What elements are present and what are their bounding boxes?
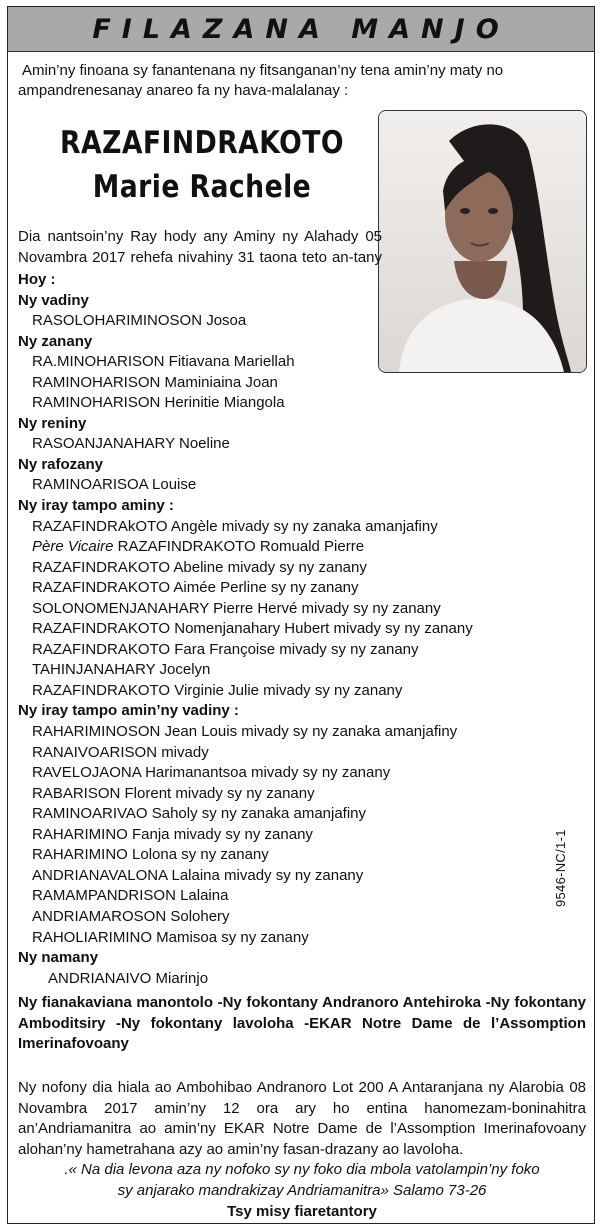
relative-name: RAZAFINDRAKOTO Abeline mivady sy ny zanany bbox=[32, 558, 367, 576]
death-notice-text: Dia nantsoin’ny Ray hody any Aminy ny Alahady 05 Novambra 2017 rehefa nivahiny 31 taona teto an-tany bbox=[18, 228, 382, 266]
notice-title: FILAZANA MANJO bbox=[92, 13, 510, 45]
burial-text: Ny nofony dia hiala ao Ambohibao Andranoro Lot 200 A Antaranjana ny Alarobia 08 Novambra 2017 amin’ny 12 ora ary ho entina hanomezam-boninahitra an’Andriamanitra ao amin’ny EKAR Notre Dame de l’Assomption Imerinafovoany alohan’ny hametrahana azy ao amin’ny fasan-drazany ao lavoloha. bbox=[18, 1079, 586, 1158]
obituary-notice bbox=[7, 6, 595, 1224]
deceased-surname: RAZAFINDRAKOTO bbox=[60, 125, 344, 161]
verse-line-1: .« Na dia levona aza ny nofoko sy ny foko dia mbola vatolampin’ny foko bbox=[64, 1161, 540, 1178]
relative-name: RAZAFINDRAKOTO Romuald Pierre bbox=[113, 538, 365, 556]
relative-name: RAZAFINDRAKOTO Virginie Julie mivady sy ny zanany bbox=[32, 681, 403, 699]
list-item: RAMAMPANDRISON Lalaina bbox=[32, 887, 229, 905]
children-label: Ny zanany bbox=[18, 332, 93, 350]
list-item bbox=[18, 681, 578, 702]
list-item: RAMINOHARISON Maminiaina Joan bbox=[32, 373, 278, 391]
bible-verse bbox=[18, 1160, 586, 1201]
death-announcement bbox=[18, 227, 382, 268]
closing-text: Tsy misy fiaretantory bbox=[227, 1203, 377, 1220]
list-item: RANAIVOARISON mivady bbox=[32, 743, 209, 761]
list-item: RAMINOHARISON Herinitie Miangola bbox=[32, 394, 285, 412]
relatives-label: Ny iray tampo aminy : bbox=[18, 497, 174, 515]
list-item bbox=[18, 537, 578, 558]
associations-text: Ny fianakaviana manontolo -Ny fokontany Andranoro Antehiroka -Ny fokontany Amboditsiry -Ny fokontany lavoloha -EKAR Notre Dame de l’Assomption Imerinafovoany bbox=[18, 994, 586, 1052]
list-item: RAHARIMINOSON Jean Louis mivady sy ny zanaka amanjafiny bbox=[32, 723, 458, 741]
relative-name: SOLONOMENJANAHARY Pierre Hervé mivady sy ny zanany bbox=[32, 599, 441, 617]
list-item: RASOANJANAHARY Noeline bbox=[32, 435, 230, 453]
friends-label: Ny namany bbox=[18, 949, 99, 967]
deceased-given-names: Marie Rachele bbox=[92, 169, 312, 205]
intro-text: Amin’ny finoana sy fanantenana ny fitsanganan’ny tena amin’ny maty no ampandrenesanay anareo fa ny hava-malalanay : bbox=[18, 62, 504, 99]
relative-name: RAZAFINDRAKOTO Fara Françoise mivady sy ny zanany bbox=[32, 640, 419, 658]
verse-line-2: sy anjarako mandrakizay Andriamanitra» Salamo 73-26 bbox=[117, 1181, 487, 1199]
list-item: RABARISON Florent mivady sy ny zanany bbox=[32, 784, 315, 802]
family-list bbox=[18, 270, 578, 989]
list-item: RA.MINOHARISON Fitiavana Mariellah bbox=[32, 353, 295, 371]
list-item: RAMINOARISOA Louise bbox=[32, 476, 197, 494]
list-item: ANDRIAMAROSON Solohery bbox=[32, 907, 230, 925]
relative-name: RAZAFINDRAKOTO Nomenjanahary Hubert mivady sy ny zanany bbox=[32, 620, 473, 638]
relative-name: TAHINJANAHARY Jocelyn bbox=[32, 661, 211, 679]
list-item bbox=[18, 660, 578, 681]
list-item: ANDRIANAVALONA Lalaina mivady sy ny zanany bbox=[32, 866, 364, 884]
sibling-label: Ny rafozany bbox=[18, 455, 104, 473]
mother-label: Ny reniny bbox=[18, 414, 87, 432]
reference-code: 9546-NC/1-1 bbox=[553, 829, 568, 907]
list-item bbox=[18, 619, 578, 640]
husband-relatives-label: Ny iray tampo amin’ny vadiny : bbox=[18, 702, 239, 720]
list-item: RAHARIMINO Lolona sy ny zanany bbox=[32, 846, 269, 864]
header-banner bbox=[8, 7, 594, 52]
list-item bbox=[18, 517, 578, 538]
list-item: RASOLOHARIMINOSON Josoa bbox=[32, 312, 247, 330]
hoy-label: Hoy : bbox=[18, 271, 56, 288]
list-item bbox=[18, 599, 578, 620]
list-item bbox=[18, 640, 578, 661]
father-label: Ny vadiny bbox=[18, 291, 89, 309]
relative-name: RAZAFINDRAKOTO Aimée Perline sy ny zanany bbox=[32, 579, 359, 597]
list-item: RAHOLIARIMINO Mamisoa sy ny zanany bbox=[32, 928, 309, 946]
list-item: RAVELOJAONA Harimanantsoa mivady sy ny zanany bbox=[32, 764, 391, 782]
list-item bbox=[18, 578, 578, 599]
relative-name: RAZAFINDRAkOTO Angèle mivady sy ny zanaka amanjafiny bbox=[32, 517, 438, 535]
title-prefix: Père Vicaire bbox=[32, 538, 114, 556]
list-item: ANDRIANAIVO Miarinjo bbox=[48, 969, 209, 987]
list-item: RAHARIMINO Fanja mivady sy ny zanany bbox=[32, 825, 313, 843]
list-item bbox=[18, 558, 578, 579]
list-item: RAMINOARIVAO Saholy sy ny zanaka amanjafiny bbox=[32, 805, 367, 823]
